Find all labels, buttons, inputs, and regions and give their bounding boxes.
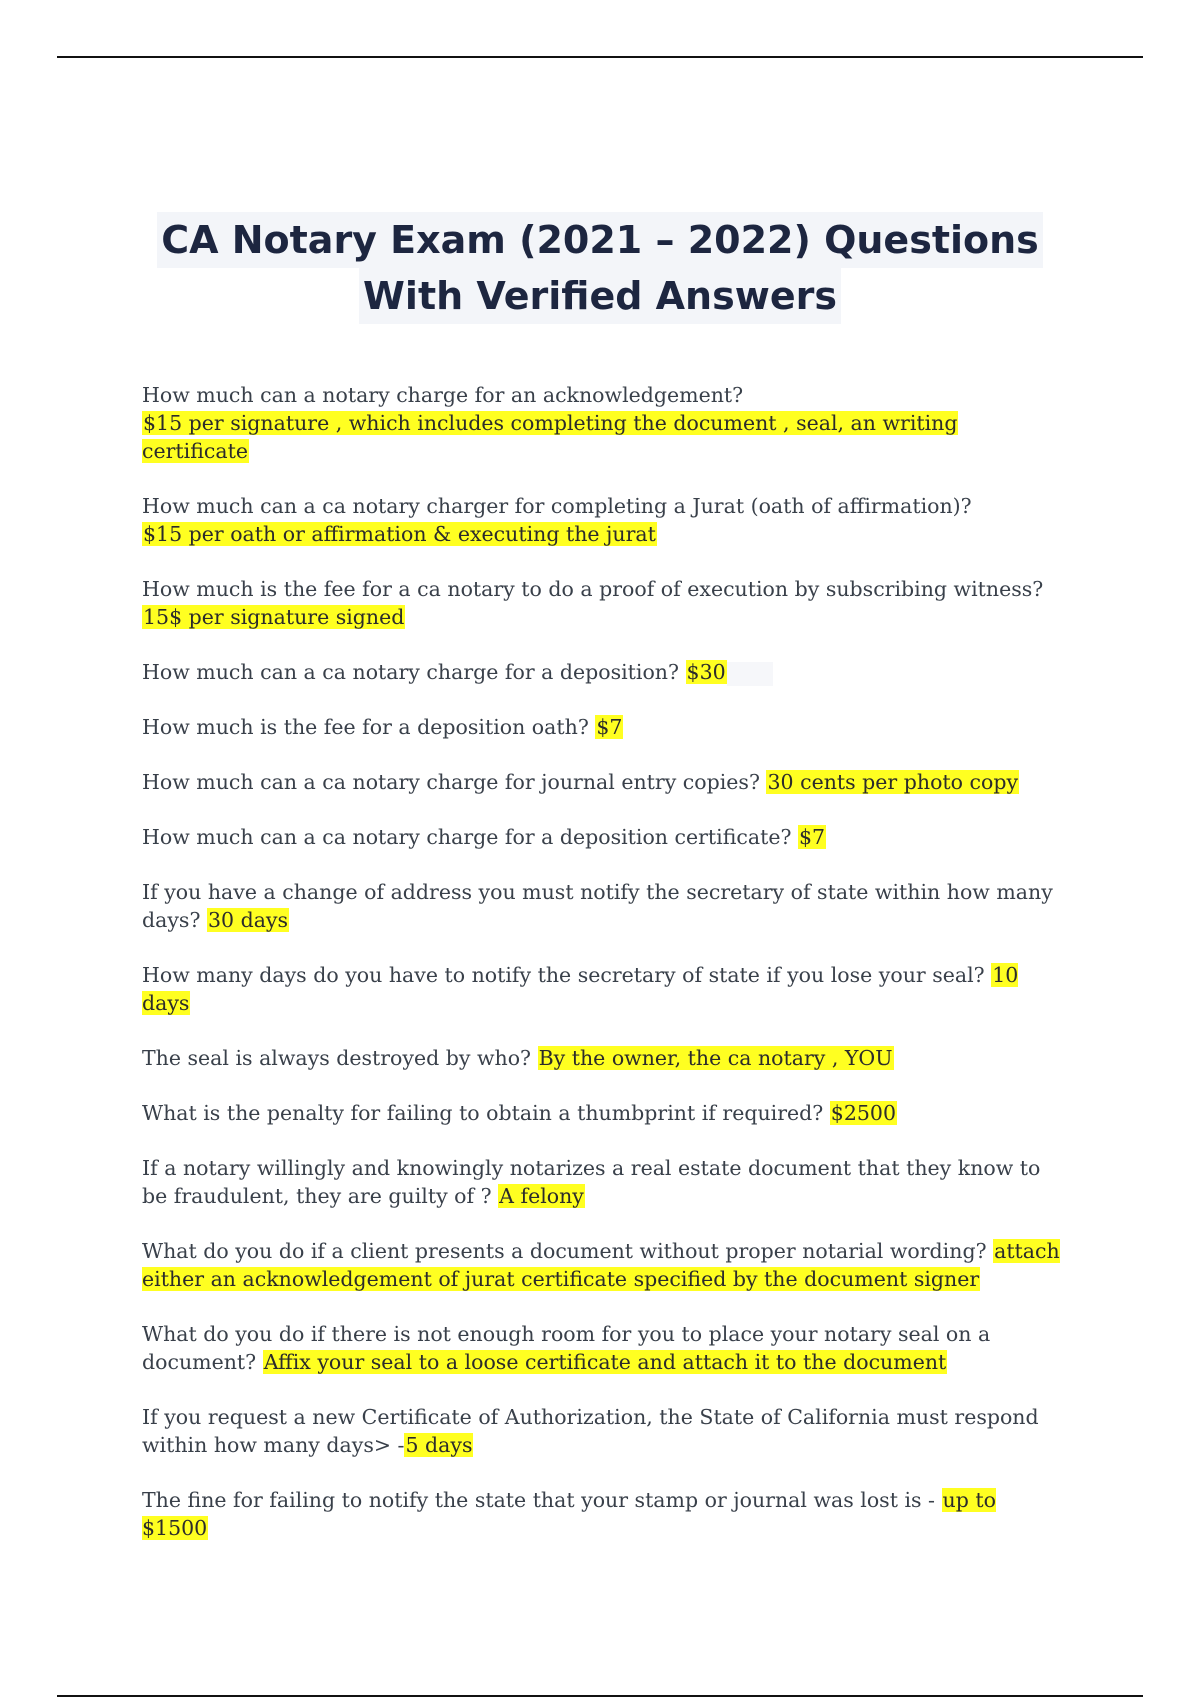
answer-highlight: Affix your seal to a loose certificate and attach it to the document bbox=[263, 1350, 947, 1374]
question-text: How much can a ca notary charger for completing a Jurat (oath of affirmation)? bbox=[142, 494, 972, 518]
qa-item bbox=[142, 1154, 1062, 1210]
qa-item bbox=[142, 1044, 1062, 1072]
qa-item bbox=[142, 1486, 1062, 1542]
answer-highlight: $30 bbox=[686, 660, 726, 684]
question-text: The seal is always destroyed by who? bbox=[142, 1046, 532, 1070]
question-text: How much can a ca notary charge for journal entry copies? bbox=[142, 770, 760, 794]
question-text: How much is the fee for a ca notary to do a proof of execution by subscribing witness? bbox=[142, 577, 1044, 601]
answer-highlight: 30 days bbox=[207, 908, 289, 932]
answer-highlight: $7 bbox=[596, 715, 623, 739]
qa-item bbox=[142, 658, 1062, 686]
question-text: How much can a ca notary charge for a deposition certificate? bbox=[142, 825, 792, 849]
qa-item bbox=[142, 1099, 1062, 1127]
qa-item bbox=[142, 878, 1062, 934]
qa-item bbox=[142, 768, 1062, 796]
answer-highlight: up to $1500 bbox=[142, 1488, 996, 1540]
title-line-1: CA Notary Exam (2021 – 2022) Questions bbox=[157, 212, 1043, 268]
qa-item bbox=[142, 823, 1062, 851]
title-line-2: With Verified Answers bbox=[359, 268, 841, 324]
top-divider bbox=[57, 56, 1143, 58]
blank-box bbox=[727, 662, 773, 686]
question-text: If you have a change of address you must notify the secretary of state within how many days? bbox=[142, 880, 1053, 932]
document-title bbox=[0, 212, 1200, 324]
answer-highlight: By the owner, the ca notary , YOU bbox=[538, 1046, 893, 1070]
question-text: What do you do if there is not enough room for you to place your notary seal on a document? bbox=[142, 1322, 991, 1374]
question-text: If a notary willingly and knowingly notarizes a real estate document that they know to be fraudulent, they are guilty of ? bbox=[142, 1156, 1041, 1208]
qa-item bbox=[142, 381, 1062, 465]
answer-highlight: 10 days bbox=[142, 963, 1019, 1015]
answer-highlight: attach either an acknowledgement of jurat certificate specified by the document signer bbox=[142, 1239, 1060, 1291]
answer-highlight: $15 per oath or affirmation & executing the jurat bbox=[143, 522, 656, 546]
qa-item bbox=[142, 961, 1062, 1017]
answer-highlight: A felony bbox=[499, 1184, 584, 1208]
qa-item bbox=[142, 713, 1062, 741]
answer-highlight: 5 days bbox=[405, 1433, 473, 1457]
qa-item bbox=[142, 1320, 1062, 1376]
qa-item bbox=[142, 1403, 1062, 1459]
question-text: If you request a new Certificate of Authorization, the State of California must respond within how many days> - bbox=[142, 1405, 1039, 1457]
answer-highlight: 30 cents per photo copy bbox=[767, 770, 1019, 794]
question-text: How much can a ca notary charge for a deposition? bbox=[142, 660, 679, 684]
question-text: What do you do if a client presents a document without proper notarial wording? bbox=[142, 1239, 987, 1263]
answer-highlight: $2500 bbox=[830, 1101, 897, 1125]
qa-item bbox=[142, 492, 1062, 548]
qa-item bbox=[142, 1237, 1062, 1293]
bottom-divider bbox=[57, 1695, 1143, 1697]
question-text: How much can a notary charge for an acknowledgement? bbox=[142, 383, 744, 407]
answer-highlight: $15 per signature , which includes completing the document , seal, an writing certificate bbox=[142, 411, 958, 463]
question-text: How many days do you have to notify the secretary of state if you lose your seal? bbox=[142, 963, 985, 987]
answer-highlight: 15$ per signature signed bbox=[143, 605, 405, 629]
qa-item bbox=[142, 575, 1062, 631]
question-text: The fine for failing to notify the state that your stamp or journal was lost is - bbox=[142, 1488, 935, 1512]
question-text: How much is the fee for a deposition oath? bbox=[142, 715, 589, 739]
qa-list bbox=[142, 381, 1062, 1569]
question-text: What is the penalty for failing to obtain a thumbprint if required? bbox=[142, 1101, 824, 1125]
answer-highlight: $7 bbox=[799, 825, 826, 849]
